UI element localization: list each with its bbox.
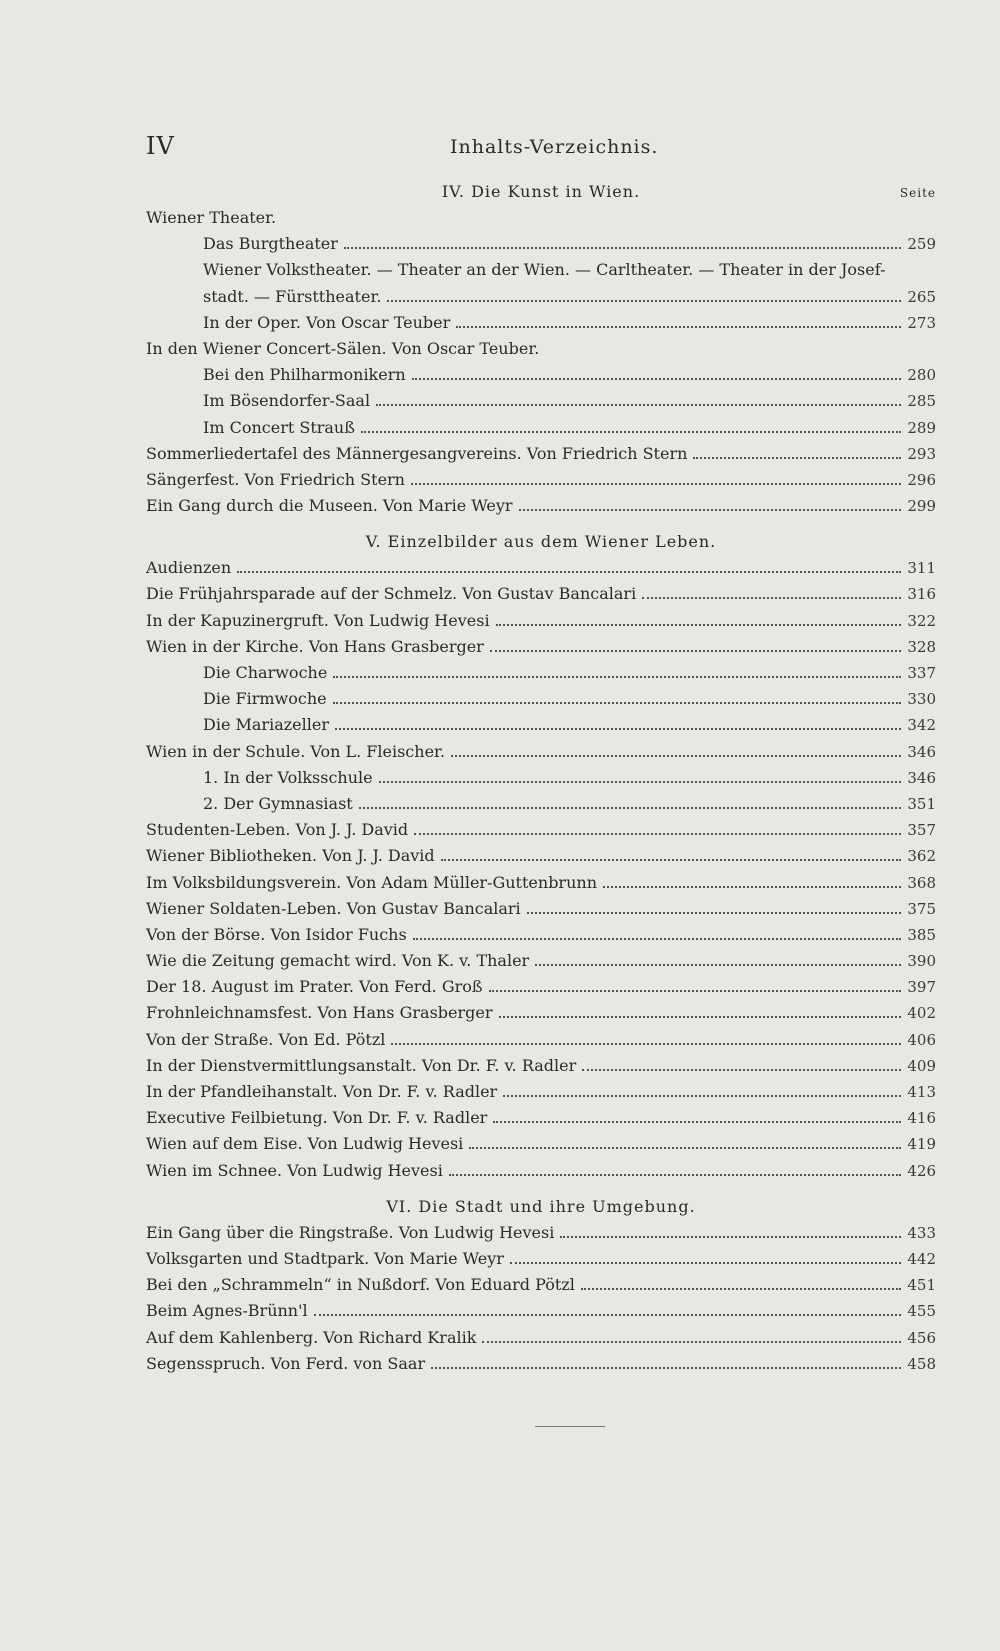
dot-leader xyxy=(441,859,902,861)
toc-entry xyxy=(146,287,936,313)
dot-leader xyxy=(344,247,901,249)
toc-entry xyxy=(146,742,936,768)
toc-entry-title: Wiener Theater. xyxy=(146,208,277,227)
toc-entry-page: 351 xyxy=(907,794,936,813)
dot-leader xyxy=(503,1095,901,1097)
toc-entry xyxy=(146,418,936,444)
toc-entry xyxy=(146,584,936,610)
dot-leader xyxy=(314,1314,902,1316)
toc-entry-page: 289 xyxy=(907,418,936,437)
toc-entry-title: Sommerliedertafel des Männergesangvereins. Von Friedrich Stern xyxy=(146,443,688,463)
dot-leader xyxy=(693,457,901,459)
toc-entry xyxy=(146,313,936,339)
toc-entry-title: Wiener Soldaten-Leben. Von Gustav Bancalari xyxy=(146,898,521,918)
toc-entry-page: 413 xyxy=(907,1083,936,1101)
toc-entry-page: 280 xyxy=(907,366,936,385)
toc-entry-page: 402 xyxy=(907,1004,936,1023)
toc-entry-page: 458 xyxy=(907,1354,936,1373)
dot-leader xyxy=(482,1341,901,1343)
toc-entry-page: 296 xyxy=(907,470,936,489)
section-heading xyxy=(146,1197,936,1223)
toc-entry xyxy=(146,234,936,260)
dot-leader xyxy=(489,990,902,992)
toc-entry xyxy=(146,689,936,715)
toc-entry-page: 316 xyxy=(907,585,936,604)
toc-entry-title: In der Dienstvermittlungsanstalt. Von Dr. F. v. Radler xyxy=(146,1055,577,1075)
dot-leader xyxy=(603,886,901,888)
toc-entry xyxy=(146,1108,936,1134)
toc-entry xyxy=(146,558,936,584)
toc-entry-page: 397 xyxy=(907,978,936,997)
toc-entry-title: Beim Agnes-Brünn'l xyxy=(146,1301,308,1321)
toc-entry xyxy=(146,663,936,689)
toc-entry-title: Sängerfest. Von Friedrich Stern xyxy=(146,469,405,489)
dot-leader xyxy=(451,755,901,757)
dot-leader xyxy=(469,1147,901,1149)
toc-entry-page: 346 xyxy=(907,768,936,787)
section-heading-text: IV. Die Kunst in Wien. xyxy=(441,182,641,201)
toc-entry-title: Segensspruch. Von Ferd. von Saar xyxy=(146,1353,426,1373)
dot-leader xyxy=(519,509,902,511)
toc-entry xyxy=(146,1275,936,1301)
toc-entry-page: 368 xyxy=(907,873,936,892)
dot-leader xyxy=(642,597,901,599)
toc-entry xyxy=(146,260,936,286)
toc-entry-title: Die Mariazeller xyxy=(203,715,329,735)
toc-entry-page: 433 xyxy=(907,1223,936,1242)
toc-entry xyxy=(146,715,936,741)
toc-entry-title: In den Wiener Concert-Sälen. Von Oscar Teuber. xyxy=(146,338,540,358)
toc-entry xyxy=(146,637,936,663)
toc-entry xyxy=(146,339,936,365)
toc-entry-title: Bei den Philharmonikern xyxy=(203,365,406,385)
toc-entry-title: Wiener Bibliotheken. Von J. J. David xyxy=(146,846,435,866)
section-gap xyxy=(146,522,936,532)
toc-entry xyxy=(146,977,936,1003)
toc-entry xyxy=(146,365,936,391)
section-heading-text: V. Einzelbilder aus dem Wiener Leben. xyxy=(365,532,717,552)
toc-entry-title: Auf dem Kahlenberg. Von Richard Kralik xyxy=(146,1327,477,1347)
toc-entry-title: Im Bösendorfer-Saal xyxy=(203,391,371,411)
toc-entry xyxy=(146,1056,936,1082)
closing-rule xyxy=(535,1426,605,1427)
toc-entry xyxy=(146,444,936,470)
section-gap xyxy=(146,1187,936,1197)
toc-entry xyxy=(146,873,936,899)
toc-entry-title: Studenten-Leben. Von J. J. David xyxy=(146,820,409,840)
toc-entry xyxy=(146,846,936,872)
dot-leader xyxy=(333,702,902,704)
toc-entry-title: Die Charwoche xyxy=(203,663,328,682)
dot-leader xyxy=(581,1288,902,1290)
toc-entry xyxy=(146,899,936,925)
toc-entry-title: Im Concert Strauß xyxy=(203,417,355,437)
page-column-label: Seite xyxy=(899,186,936,200)
toc-entry-title: Die Frühjahrsparade auf der Schmelz. Von Gustav Bancalari xyxy=(146,584,637,604)
dot-leader xyxy=(379,781,902,783)
toc-entry xyxy=(146,1134,936,1160)
toc-entry-title: Von der Börse. Von Isidor Fuchs xyxy=(146,924,407,944)
toc-entry xyxy=(146,1354,936,1380)
toc-entry xyxy=(146,208,936,234)
toc-entry-page: 385 xyxy=(907,925,936,944)
toc-entry-page: 337 xyxy=(907,664,936,682)
toc-entry xyxy=(146,391,936,417)
toc-entry xyxy=(146,768,936,794)
toc-entry-title: stadt. — Fürsttheater. xyxy=(203,286,382,306)
toc-entry-title: 2. Der Gymnasiast xyxy=(203,793,353,813)
toc-entry xyxy=(146,820,936,846)
toc-entry-page: 390 xyxy=(907,952,936,971)
dot-leader xyxy=(387,300,901,302)
toc-entry xyxy=(146,1249,936,1275)
table-of-contents xyxy=(146,182,936,1380)
dot-leader xyxy=(510,1262,901,1264)
toc-entry-page: 362 xyxy=(907,847,936,866)
dot-leader xyxy=(582,1069,901,1071)
toc-entry-page: 273 xyxy=(907,313,936,332)
toc-entry-page: 357 xyxy=(907,821,936,840)
toc-entry xyxy=(146,496,936,522)
running-head xyxy=(0,132,1000,166)
dot-leader xyxy=(237,571,901,573)
dot-leader xyxy=(560,1236,901,1238)
toc-entry xyxy=(146,1328,936,1354)
toc-entry-page: 416 xyxy=(907,1109,936,1128)
toc-entry-page: 311 xyxy=(907,559,936,578)
toc-entry-title: Wien im Schnee. Von Ludwig Hevesi xyxy=(146,1160,443,1180)
toc-entry-title: 1. In der Volksschule xyxy=(203,767,373,787)
toc-entry-title: Wiener Volkstheater. — Theater an der Wien. — Carltheater. — Theater in der Josef- xyxy=(203,260,886,280)
dot-leader xyxy=(496,624,902,626)
toc-entry-page: 342 xyxy=(907,716,936,735)
dot-leader xyxy=(376,404,901,406)
dot-leader xyxy=(361,431,901,433)
toc-entry-page: 375 xyxy=(907,899,936,918)
toc-entry-title: Der 18. August im Prater. Von Ferd. Groß xyxy=(146,977,483,997)
toc-entry-page: 328 xyxy=(907,637,936,656)
toc-entry-title: Ein Gang über die Ringstraße. Von Ludwig Hevesi xyxy=(146,1222,555,1242)
toc-entry xyxy=(146,1030,936,1056)
toc-entry xyxy=(146,1161,936,1187)
toc-entry-title: Wien in der Kirche. Von Hans Grasberger xyxy=(146,636,484,656)
section-heading xyxy=(146,182,936,208)
toc-entry xyxy=(146,1223,936,1249)
dot-leader xyxy=(499,1016,902,1018)
toc-entry-title: Ein Gang durch die Museen. Von Marie Weyr xyxy=(146,496,513,516)
toc-entry-page: 442 xyxy=(907,1249,936,1268)
toc-entry-page: 285 xyxy=(907,392,936,411)
toc-entry-title: Audienzen xyxy=(146,558,232,578)
toc-entry-title: In der Pfandleihanstalt. Von Dr. F. v. Radler xyxy=(146,1082,498,1101)
toc-entry-title: Wien auf dem Eise. Von Ludwig Hevesi xyxy=(146,1134,464,1154)
dot-leader xyxy=(456,326,901,328)
toc-entry-page: 259 xyxy=(907,235,936,254)
dot-leader xyxy=(535,964,901,966)
dot-leader xyxy=(413,938,902,940)
dot-leader xyxy=(412,378,902,380)
toc-entry-title: In der Kapuzinergruft. Von Ludwig Hevesi xyxy=(146,610,490,630)
toc-entry-page: 322 xyxy=(907,611,936,630)
dot-leader xyxy=(414,833,901,835)
dot-leader xyxy=(359,807,902,809)
toc-entry-page: 426 xyxy=(907,1161,936,1180)
dot-leader xyxy=(493,1121,901,1123)
toc-entry-title: Bei den „Schrammeln“ in Nußdorf. Von Eduard Pötzl xyxy=(146,1275,575,1295)
toc-entry-page: 409 xyxy=(907,1056,936,1075)
toc-entry-title: Von der Straße. Von Ed. Pötzl xyxy=(146,1029,386,1049)
toc-entry-title: Volksgarten und Stadtpark. Von Marie Weyr xyxy=(146,1248,504,1268)
running-title: Inhalts-Verzeichnis. xyxy=(450,136,659,158)
toc-entry-title: Das Burgtheater xyxy=(203,234,338,254)
toc-entry-page: 330 xyxy=(907,690,936,709)
toc-entry-title: Executive Feilbietung. Von Dr. F. v. Radler xyxy=(146,1108,488,1128)
toc-entry xyxy=(146,1301,936,1327)
toc-entry-title: Wien in der Schule. Von L. Fleischer. xyxy=(146,741,446,761)
toc-entry-page: 451 xyxy=(907,1276,936,1295)
toc-entry-page: 293 xyxy=(907,444,936,463)
dot-leader xyxy=(449,1174,902,1176)
section-heading-text: VI. Die Stadt und ihre Umgebung. xyxy=(386,1196,696,1216)
toc-entry-title: Frohnleichnamsfest. Von Hans Grasberger xyxy=(146,1003,493,1023)
page-number: IV xyxy=(146,132,175,160)
toc-entry-page: 299 xyxy=(907,497,936,516)
toc-entry-page: 455 xyxy=(907,1302,936,1321)
toc-entry xyxy=(146,1003,936,1029)
dot-leader xyxy=(333,676,901,678)
toc-entry-page: 456 xyxy=(907,1328,936,1347)
toc-entry-title: Wie die Zeitung gemacht wird. Von K. v. Thaler xyxy=(146,951,530,971)
section-heading xyxy=(146,532,936,558)
toc-entry xyxy=(146,470,936,496)
toc-entry xyxy=(146,611,936,637)
toc-entry-title: In der Oper. Von Oscar Teuber xyxy=(203,312,451,332)
dot-leader xyxy=(431,1367,901,1369)
dot-leader xyxy=(527,912,902,914)
toc-entry-page: 419 xyxy=(907,1135,936,1154)
dot-leader xyxy=(335,728,901,730)
dot-leader xyxy=(411,483,901,485)
toc-entry xyxy=(146,925,936,951)
toc-entry-page: 265 xyxy=(907,287,936,306)
dot-leader xyxy=(391,1043,901,1045)
dot-leader xyxy=(490,650,902,652)
toc-entry-page: 346 xyxy=(907,742,936,761)
toc-entry xyxy=(146,1082,936,1108)
toc-entry-title: Die Firmwoche xyxy=(203,689,327,709)
toc-entry-title: Im Volksbildungsverein. Von Adam Müller-Guttenbrunn xyxy=(146,872,597,892)
toc-entry xyxy=(146,794,936,820)
toc-entry xyxy=(146,951,936,977)
toc-entry-page: 406 xyxy=(907,1030,936,1049)
